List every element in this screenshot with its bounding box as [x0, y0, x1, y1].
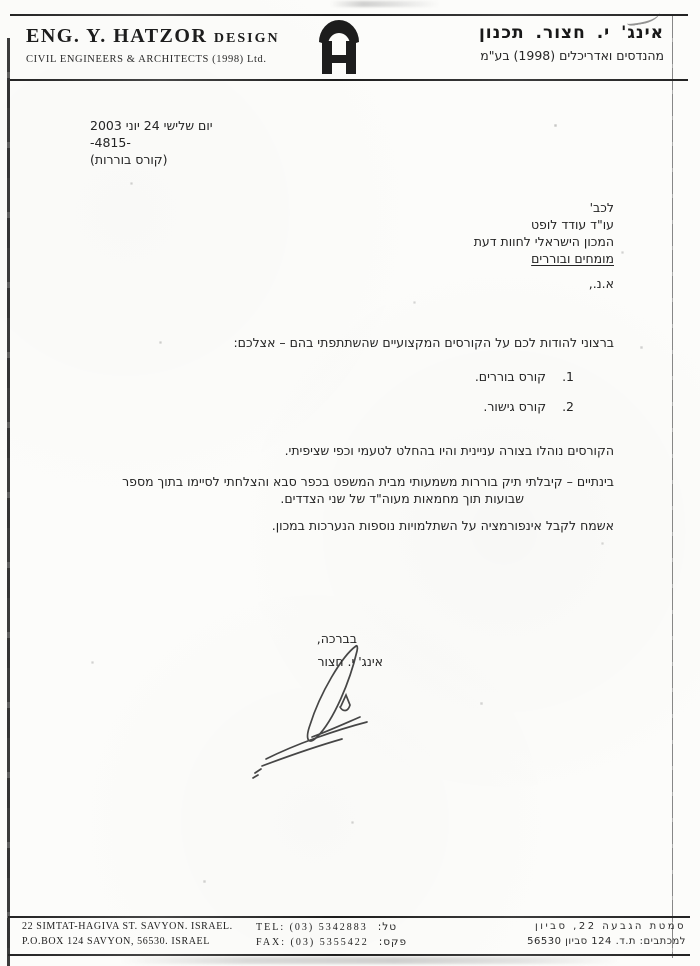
hatzor-logo-icon [311, 17, 367, 75]
closing-regards: בברכה, [316, 631, 357, 646]
footer-tel-number: TEL: (03) 5342883 [256, 922, 368, 933]
body-paragraph-request: אשמח לקבל אינפורמציה על השתלמויות נוספות הנערכות במכון. [271, 518, 614, 533]
letterhead-hebrew [479, 23, 664, 63]
body-paragraph-case-line2: שבועות תוך מחמאות מעוה"ד של שני הצדדים. [280, 491, 524, 506]
footer-bottom-rule [8, 954, 690, 956]
footer-tel-label-he: טל: [377, 921, 398, 933]
recipient-line: המכון הישראלי לחוות דעת [473, 234, 614, 249]
scan-smudge-top [330, 1, 440, 7]
letter-ref-number: -4815- [90, 135, 131, 150]
body-intro-paragraph: ברצוני להודות לכם על הקורסים המקצועיים שהשתתפתי בהם – אצלכם: [233, 335, 614, 350]
footer-address-en-line2: P.O.BOX 124 SAVYON, 56530. ISRAEL [22, 936, 210, 947]
list-item [475, 369, 574, 384]
letter-date: יום שלישי 24 יוני 2003 [90, 118, 213, 133]
scan-smudge-bottom [120, 957, 620, 964]
footer-address-he-line2: למכתבים: ת.ד. 124 סביון 56530 [527, 936, 686, 947]
company-subtitle-en: CIVIL ENGINEERS & ARCHITECTS (1998) Ltd. [26, 54, 267, 65]
scan-edge-left [7, 38, 10, 966]
company-name-en-suffix: DESIGN [213, 31, 280, 46]
footer-fax-number: FAX: (03) 5355422 [256, 937, 369, 948]
handwritten-signature [252, 633, 428, 809]
footer-fax-row [256, 936, 407, 949]
footer-address-en-line1: 22 SIMTAT-HAGIVA ST. SAVYON. ISRAEL. [22, 921, 233, 932]
salutation: א.נ., [588, 276, 614, 291]
recipient-line-underlined: מומחים ובוררים [531, 251, 614, 266]
list-item [483, 399, 574, 414]
recipient-block [474, 199, 614, 267]
footer-top-rule [8, 916, 690, 918]
scan-noise-speckles [0, 0, 1, 1]
recipient-line: לכב' [589, 200, 614, 215]
recipient-line: עו"ד עודד לופט [530, 217, 614, 232]
date-reference-block [90, 117, 213, 168]
company-name-en [26, 25, 280, 48]
body-paragraph-courses: הקורסים נוהלו בצורה עניינית והיו בהחלט לטעמי וכפי שציפיתי. [284, 443, 614, 458]
list-item-number: 2. [562, 399, 574, 414]
footer-tel-row [256, 921, 397, 934]
letterhead-top-rule [10, 14, 688, 16]
letterhead-english [26, 25, 280, 65]
list-item-text: קורס גישור. [483, 399, 547, 414]
scan-edge-right [672, 16, 673, 958]
company-name-he: אינג' י. חצור. תכנון [478, 23, 664, 43]
list-item-text: קורס בוררים. [474, 369, 547, 384]
letter-subject: (קורס בוררות) [90, 152, 168, 167]
body-paragraph-case-line1: בינתיים – קיבלתי תיק בוררות משמעותי מבית המשפט בכפר סבא והצלחתי לסיימו בתוך מספר [122, 474, 614, 489]
footer-fax-label-he: פקס: [378, 936, 408, 948]
list-item-number: 1. [562, 369, 574, 384]
letterhead-bottom-rule [10, 79, 688, 81]
footer-address-he-line1: סמטת הגבעה 22, סביון [535, 921, 686, 932]
company-subtitle-he: מהנדסים ואדריכלים (1998) בע"מ [480, 48, 664, 63]
company-name-en-main: ENG. Y. HATZOR [26, 25, 208, 47]
signer-name: אינג' י. חצור [317, 654, 383, 669]
